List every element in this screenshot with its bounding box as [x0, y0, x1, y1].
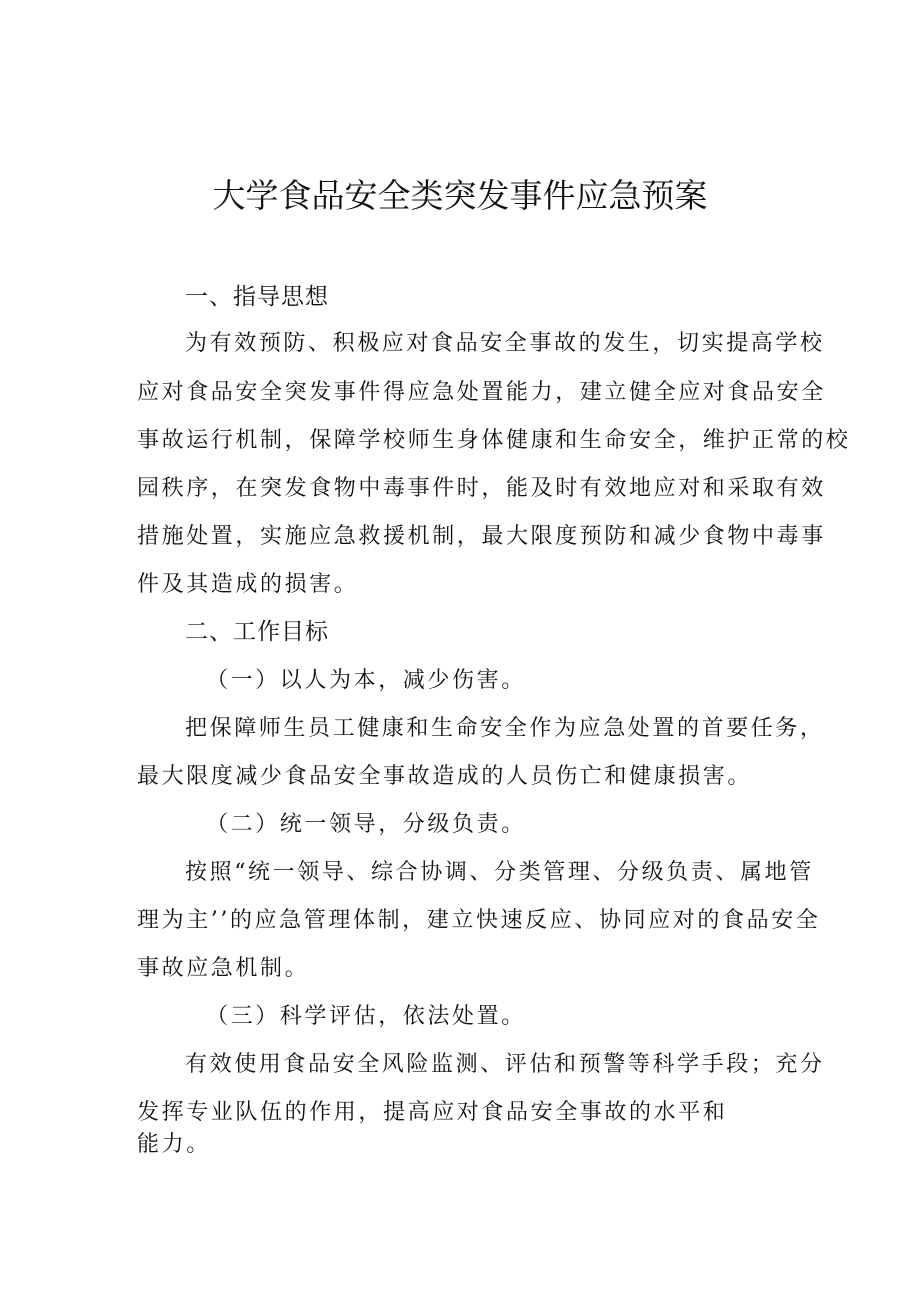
paragraph-line: 发挥专业队伍的作用，提高应对食品安全事故的水平和 [137, 1100, 728, 1125]
subsection-heading-2: （二）统一领导，分级负责。 [206, 812, 526, 837]
paragraph-line: 事故运行机制，保障学校师生身体健康和生命安全，维护正常的校 [137, 428, 851, 453]
paragraph-line: 件及其造成的损害。 [137, 572, 359, 597]
subsection-heading-1: （一）以人为本，减少伤害。 [206, 668, 526, 693]
section-heading-guiding-ideology: 一、指导思想 [185, 284, 329, 310]
document-title: 大学食品安全类突发事件应急预案 [212, 176, 708, 215]
paragraph-line: 园秩序，在突发食物中毒事件时，能及时有效地应对和采取有效 [137, 476, 826, 501]
paragraph-line: 把保障师生员工健康和生命安全作为应急处置的首要任务， [185, 716, 825, 741]
paragraph-line: 能力。 [137, 1132, 211, 1157]
paragraph-line: 为有效预防、积极应对食品安全事故的发生，切实提高学校 [185, 331, 825, 356]
paragraph-line: 措施处置，实施应急救援机制，最大限度预防和减少食物中毒事 [137, 524, 826, 549]
paragraph-line: 最大限度减少食品安全事故造成的人员伤亡和健康损害。 [137, 764, 753, 789]
paragraph-line: 有效使用食品安全风险监测、评估和预警等科学手段；充分 [185, 1052, 825, 1077]
paragraph-line: 按照“统一领导、综合协调、分类管理、分级负责、属地管 [185, 860, 814, 885]
section-heading-work-goals: 二、工作目标 [185, 619, 329, 645]
paragraph-line: 事故应急机制。 [137, 956, 310, 981]
paragraph-line: 理为主’’的应急管理体制，建立快速反应、协同应对的食品安全 [137, 908, 821, 933]
subsection-heading-3: （三）科学评估，依法处置。 [206, 1004, 526, 1029]
paragraph-line: 应对食品安全突发事件得应急处置能力，建立健全应对食品安全 [137, 380, 826, 405]
